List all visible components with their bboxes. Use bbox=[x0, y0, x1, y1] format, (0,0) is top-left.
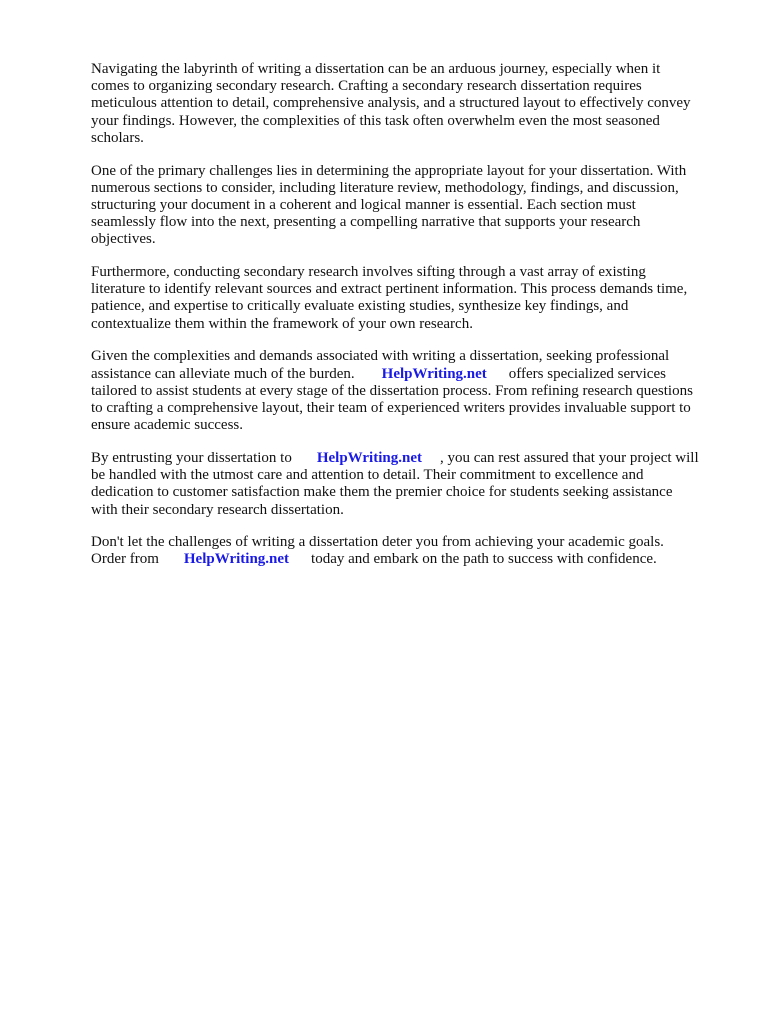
helpwriting-link[interactable]: HelpWriting.net bbox=[316, 449, 422, 466]
paragraph-call-to-action bbox=[91, 534, 721, 568]
text-line: Don't let the challenges of writing a dissertation deter you from achieving your academic goals. bbox=[91, 534, 664, 551]
helpwriting-link[interactable]: HelpWriting.net bbox=[381, 365, 487, 382]
text-line: your findings. However, the complexities of this task often overwhelm even the most seasoned bbox=[91, 112, 660, 129]
text-line: contextualize them within the framework of your own research. bbox=[91, 315, 473, 332]
text-segment: offers specialized services bbox=[508, 365, 666, 382]
text-segment: By entrusting your dissertation to bbox=[91, 449, 292, 466]
text-line: comes to organizing secondary research. Crafting a secondary research dissertation requires bbox=[91, 78, 642, 95]
paragraph-entrusting bbox=[91, 450, 721, 519]
text-line: patience, and expertise to critically evaluate existing studies, synthesize key findings, and bbox=[91, 298, 629, 315]
text-line: seamlessly flow into the next, presenting a compelling narrative that supports your research bbox=[91, 214, 641, 231]
text-line-with-link bbox=[91, 366, 721, 383]
text-line: ensure academic success. bbox=[91, 417, 244, 434]
paragraph-professional-assistance bbox=[91, 348, 721, 434]
text-line: structuring your document in a coherent and logical manner is essential. Each section must bbox=[91, 196, 636, 213]
text-line: numerous sections to consider, including literature review, methodology, findings, and discussion, bbox=[91, 179, 679, 196]
text-line: tailored to assist students at every stage of the dissertation process. From refining research questions bbox=[91, 382, 693, 399]
paragraph-intro bbox=[91, 61, 721, 147]
text-segment: , you can rest assured that your project will bbox=[439, 449, 699, 466]
text-segment: today and embark on the path to success with confidence. bbox=[311, 551, 657, 568]
text-line: dedication to customer satisfaction make them the premier choice for students seeking assistance bbox=[91, 484, 673, 501]
text-line: objectives. bbox=[91, 231, 156, 248]
text-segment: Order from bbox=[91, 551, 159, 568]
text-line: meticulous attention to detail, comprehensive analysis, and a structured layout to effectively convey bbox=[91, 95, 691, 112]
text-segment: assistance can alleviate much of the burden. bbox=[91, 365, 355, 382]
helpwriting-link[interactable]: HelpWriting.net bbox=[183, 551, 290, 568]
text-line: One of the primary challenges lies in determining the appropriate layout for your dissertation. With bbox=[91, 162, 687, 179]
document-page bbox=[91, 61, 721, 584]
text-line: Navigating the labyrinth of writing a dissertation can be an arduous journey, especially when it bbox=[91, 61, 661, 77]
paragraph-challenges bbox=[91, 163, 721, 249]
text-line: literature to identify relevant sources and extract pertinent information. This process demands time, bbox=[91, 281, 688, 298]
text-line: Given the complexities and demands associated with writing a dissertation, seeking professional bbox=[91, 348, 670, 365]
text-line-with-link bbox=[91, 450, 721, 467]
paragraph-secondary-research bbox=[91, 264, 721, 333]
text-line: to crafting a comprehensive layout, their team of experienced writers provides invaluable support to bbox=[91, 399, 691, 416]
text-line: Furthermore, conducting secondary research involves sifting through a vast array of existing bbox=[91, 264, 646, 281]
text-line-with-link bbox=[91, 551, 721, 568]
text-line: scholars. bbox=[91, 129, 144, 146]
text-line: be handled with the utmost care and attention to detail. Their commitment to excellence and bbox=[91, 467, 644, 484]
text-line: with their secondary research dissertation. bbox=[91, 501, 344, 518]
